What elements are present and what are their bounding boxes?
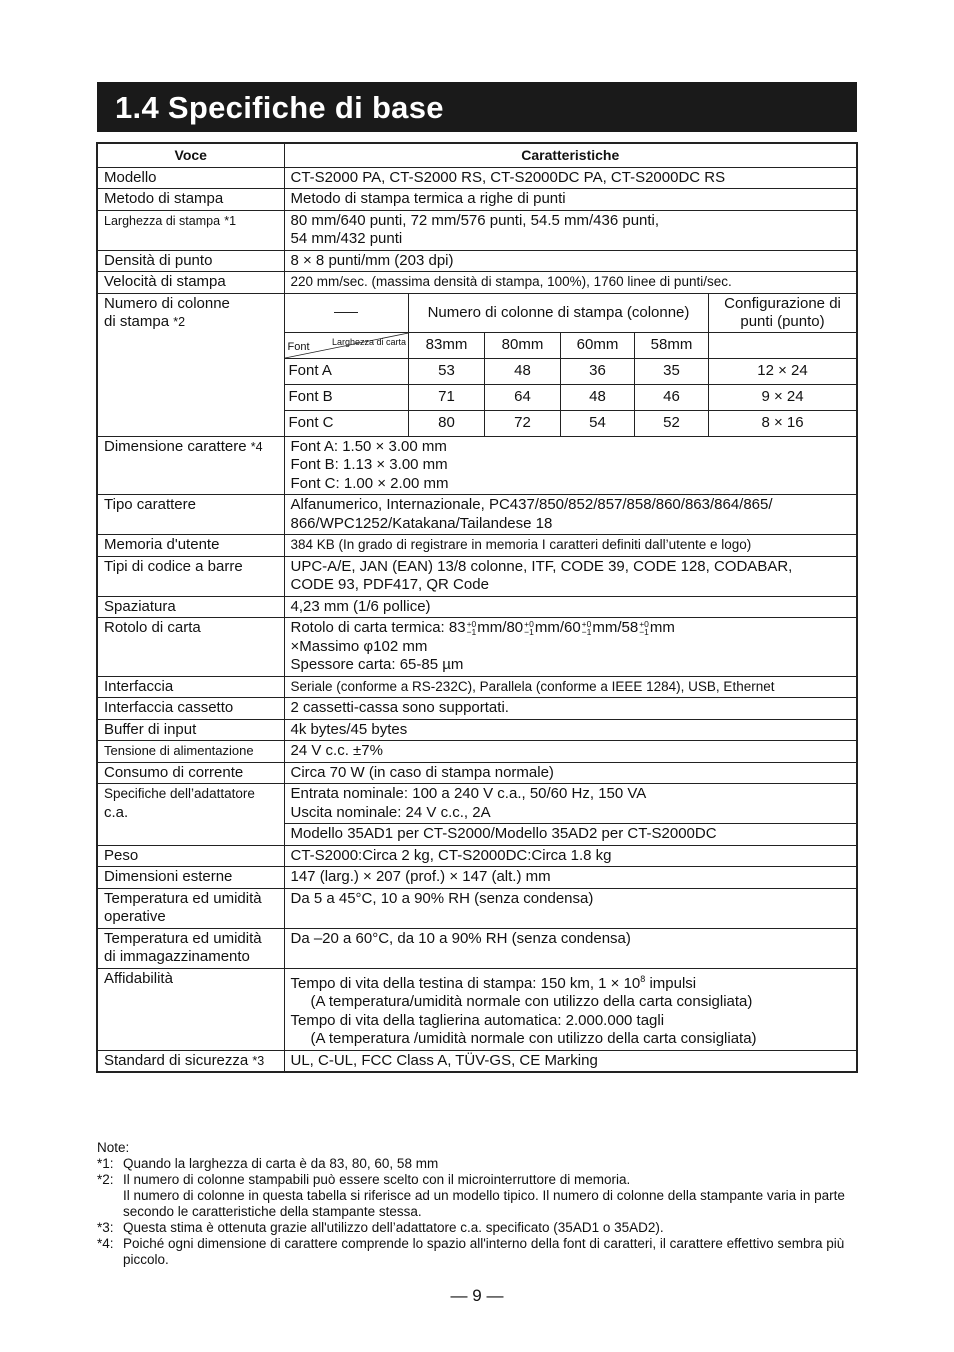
- value-line: (A temperatura /umidità normale con utilizzo della carta consigliata): [310, 1030, 757, 1047]
- row-value: [284, 968, 857, 1050]
- tol-up: +0: [639, 619, 649, 630]
- footnotes: [97, 1140, 857, 1268]
- note-key: *4:: [97, 1236, 114, 1251]
- col-value: 35: [635, 358, 709, 384]
- note-text: Quando la larghezza di carta è da 83, 80, 60, 58 mm: [123, 1156, 439, 1171]
- table-row: [97, 495, 857, 535]
- table-row: [97, 968, 857, 1050]
- row-label: [97, 1050, 284, 1072]
- footnote-ref: *3: [252, 1053, 265, 1068]
- col-value: 54: [561, 410, 635, 436]
- row-value: [284, 556, 857, 596]
- value-line: 80 mm/640 punti, 72 mm/576 punti, 54.5 mm/436 punti,: [290, 211, 660, 229]
- label-text: Specifiche dell’adattatore: [104, 786, 255, 801]
- value-line: Entrata nominale: 100 a 240 V c.a., 50/60 Hz, 150 VA: [290, 785, 647, 802]
- row-value: 4,23 mm (1/6 pollice): [284, 596, 857, 618]
- table-row: [97, 784, 857, 824]
- header-columns: Numero di colonne di stampa (colonne): [409, 294, 709, 333]
- value-line: Font A: 1.50 × 3.00 mm: [290, 437, 447, 455]
- label-text: di immagazzinamento: [104, 948, 250, 965]
- col-value: 80: [409, 410, 485, 436]
- row-value: CT-S2000 PA, CT-S2000 RS, CT-S2000DC PA, CT-S2000DC RS: [284, 167, 857, 189]
- note-item: [97, 1156, 857, 1172]
- font-name: Font A: [285, 358, 409, 384]
- row-value: Circa 70 W (in caso di stampa normale): [284, 762, 857, 784]
- row-label: [97, 784, 284, 846]
- row-label: Consumo di corrente: [97, 762, 284, 784]
- width-80: 80mm: [485, 332, 561, 358]
- table-row: [97, 698, 857, 720]
- note-text-part: Il numero di colonne stampabili può essere scelto con il microinterruttore di memoria.: [123, 1172, 631, 1187]
- value-line: Font B: 1.13 × 3.00 mm: [290, 456, 448, 473]
- table-row: [97, 1050, 857, 1072]
- table-row: [97, 845, 857, 867]
- value-line: Spessore carta: 65-85 µm: [290, 656, 464, 673]
- col-value: 72: [485, 410, 561, 436]
- row-value: 24 V c.c. ±7%: [284, 741, 857, 763]
- life-text: Tempo di vita della testina di stampa: 150 km, 1 × 10: [290, 974, 641, 992]
- table-row: [97, 250, 857, 272]
- row-label: Interfaccia cassetto: [97, 698, 284, 720]
- row-value: 4k bytes/45 bytes: [284, 719, 857, 741]
- note-item: [97, 1220, 857, 1236]
- label-text: operative: [104, 908, 166, 925]
- table-row: [97, 719, 857, 741]
- row-value: 8 × 8 punti/mm (203 dpi): [284, 250, 857, 272]
- note-text-part: Il numero di colonne in questa tabella si riferisce ad un modello tipico. Il numero di colonne della stampante varia in parte secondo le caratteristiche della stampante stessa.: [123, 1188, 845, 1219]
- header-voce: Voce: [97, 143, 284, 167]
- value-line: Alfanumerico, Internazionale, PC437/850/852/857/858/860/863/864/865/: [290, 496, 773, 513]
- note-key: *2:: [97, 1172, 114, 1187]
- roll-60: mm/60: [534, 619, 581, 636]
- row-label: Metodo di stampa: [97, 189, 284, 211]
- roll-prefix: Rotolo di carta termica: 83: [290, 619, 466, 636]
- font-row: [285, 358, 857, 384]
- value-line: [291, 970, 851, 994]
- row-value: Da –20 a 60°C, da 10 a 90% RH (senza condensa): [284, 928, 857, 968]
- empty-dash-cell: [285, 294, 409, 333]
- value-line: (A temperatura/umidità normale con utilizzo della carta consigliata): [310, 993, 753, 1010]
- note-key: *3:: [97, 1220, 114, 1235]
- footnote-ref: *2: [173, 315, 186, 329]
- row-label: Tipo carattere: [97, 495, 284, 535]
- exponent: 8: [640, 973, 646, 984]
- value-line: UPC-A/E, JAN (EAN) 13/8 colonne, ITF, CODE 39, CODE 128, CODABAR,: [290, 557, 793, 575]
- header-caratteristiche: Caratteristiche: [284, 143, 857, 167]
- footnote-ref: *1: [224, 213, 237, 228]
- tol-down: −1: [639, 627, 649, 638]
- table-row: [97, 741, 857, 763]
- value-line: [291, 619, 851, 638]
- dots-value: 12 × 24: [709, 358, 857, 384]
- row-value: Da 5 a 45°C, 10 a 90% RH (senza condensa): [284, 888, 857, 928]
- table-row-columns: [97, 293, 857, 436]
- col-value: 52: [635, 410, 709, 436]
- table-row: [97, 928, 857, 968]
- footnote-ref: *4: [250, 439, 263, 454]
- value-line: ×Massimo φ102 mm: [290, 637, 428, 655]
- width-60: 60mm: [561, 332, 635, 358]
- tol-down: −1: [524, 627, 534, 638]
- row-label: Rotolo di carta: [97, 618, 284, 677]
- page-title: 1.4 Specifiche di base: [97, 82, 857, 132]
- tolerance: [524, 620, 534, 636]
- dash-mark: [334, 312, 358, 313]
- label-text: Standard di sicurezza: [104, 1051, 249, 1069]
- roll-58: mm/58: [592, 619, 639, 636]
- tolerance: [639, 620, 649, 636]
- row-value: 220 mm/sec. (massima densità di stampa, 100%), 1760 linee di punti/sec.: [284, 272, 857, 294]
- dots-value: 8 × 16: [709, 410, 857, 436]
- font-name: Font B: [285, 384, 409, 410]
- note-text: Poiché ogni dimensione di carattere comprende lo spazio all'interno della font di caratteri, il carattere effettivo sembra più piccolo.: [123, 1236, 845, 1267]
- table-row: [97, 189, 857, 211]
- note-item: [97, 1236, 857, 1268]
- header-dots: Configurazione di punti (punto): [709, 294, 857, 333]
- row-value: CT-S2000:Circa 2 kg, CT-S2000DC:Circa 1.8 kg: [284, 845, 857, 867]
- row-value: UL, C-UL, FCC Class A, TÜV-GS, CE Marking: [284, 1050, 857, 1072]
- label-text: Dimensione carattere: [104, 437, 247, 455]
- table-row: [97, 556, 857, 596]
- dots-value: 9 × 24: [709, 384, 857, 410]
- row-label: Affidabilità: [97, 968, 284, 1050]
- tolerance: [467, 620, 477, 636]
- row-label: Tipi di codice a barre: [97, 556, 284, 596]
- table-row: [97, 535, 857, 557]
- specifications-table: [96, 142, 858, 1073]
- row-label: Densità di punto: [97, 250, 284, 272]
- table-row: [97, 210, 857, 250]
- row-value: [284, 784, 857, 824]
- row-label: Velocità di stampa: [97, 272, 284, 294]
- col-value: 71: [409, 384, 485, 410]
- value-line: 866/WPC1252/Katakana/Tailandese 18: [290, 514, 553, 532]
- row-label: [97, 888, 284, 928]
- row-value: Modello 35AD1 per CT-S2000/Modello 35AD2 per CT-S2000DC: [284, 824, 857, 846]
- row-label: Peso: [97, 845, 284, 867]
- row-label: Interfaccia: [97, 676, 284, 698]
- width-83: 83mm: [409, 332, 485, 358]
- row-label: Tensione di alimentazione: [97, 741, 284, 763]
- table-row: [97, 167, 857, 189]
- table-row: [97, 676, 857, 698]
- row-label: [97, 436, 284, 495]
- value-line: 54 mm/432 punti: [290, 230, 403, 247]
- row-label: Spaziatura: [97, 596, 284, 618]
- label-text: Numero di colonne: [104, 294, 230, 312]
- tol-down: −1: [581, 627, 592, 638]
- note-text: [123, 1172, 857, 1220]
- col-value: 53: [409, 358, 485, 384]
- page-number: — 9 —: [450, 1286, 504, 1305]
- table-row: [97, 867, 857, 889]
- row-label: [97, 210, 284, 250]
- font-row: [285, 410, 857, 436]
- row-label: Buffer di input: [97, 719, 284, 741]
- label-text: Temperatura ed umidità: [104, 889, 262, 907]
- row-value: Seriale (conforme a RS-232C), Parallela (conforme a IEEE 1284), USB, Ethernet: [284, 676, 857, 698]
- row-value: [284, 210, 857, 250]
- life-unit: impulsi: [645, 974, 697, 992]
- label-text: Larghezza di stampa: [104, 213, 221, 228]
- col-value: 48: [485, 358, 561, 384]
- font-row: [285, 384, 857, 410]
- col-value: 64: [485, 384, 561, 410]
- table-row: [97, 888, 857, 928]
- row-value: 384 KB (In grado di registrare in memoria I caratteri definiti dall’utente e logo): [284, 535, 857, 557]
- row-value: [284, 618, 857, 677]
- col-value: 48: [561, 384, 635, 410]
- diag-paper-width-label: Larghezza di carta: [331, 336, 406, 347]
- note-item: [97, 1172, 857, 1220]
- table-row: [97, 618, 857, 677]
- width-58: 58mm: [635, 332, 709, 358]
- tol-up: +0: [524, 619, 534, 630]
- value-line: CODE 93, PDF417, QR Code: [290, 576, 489, 593]
- value-line: Tempo di vita della taglierina automatica: 2.000.000 tagli: [290, 1011, 665, 1029]
- col-value: 46: [635, 384, 709, 410]
- diag-font-label: Font: [287, 341, 310, 353]
- row-label: Dimensioni esterne: [97, 867, 284, 889]
- roll-suffix: mm: [649, 619, 675, 636]
- tol-up: +0: [581, 619, 592, 630]
- diagonal-header-cell: [285, 332, 409, 358]
- row-label: Memoria d'utente: [97, 535, 284, 557]
- row-value: [284, 495, 857, 535]
- row-value: 147 (larg.) × 207 (prof.) × 147 (alt.) mm: [284, 867, 857, 889]
- col-value: 36: [561, 358, 635, 384]
- label-text: c.a.: [104, 803, 129, 821]
- tol-down: −1: [466, 627, 477, 638]
- row-value: Metodo di stampa termica a righe di punti: [284, 189, 857, 211]
- row-value: [284, 436, 857, 495]
- table-row: [97, 436, 857, 495]
- row-value: 2 cassetti-cassa sono supportati.: [284, 698, 857, 720]
- note-text: Questa stima è ottenuta grazie all'utilizzo dell’adattatore c.a. specificato (35AD1 o 35AD2).: [123, 1220, 664, 1235]
- row-label: [97, 928, 284, 968]
- tol-up: +0: [466, 619, 477, 630]
- roll-80: mm/80: [477, 619, 524, 636]
- tolerance: [582, 620, 592, 636]
- label-text: Temperatura ed umidità: [104, 929, 262, 947]
- row-label: [97, 293, 284, 436]
- row-label: Modello: [97, 167, 284, 189]
- table-row: [97, 762, 857, 784]
- table-row: [97, 596, 857, 618]
- empty-cell: [709, 332, 857, 358]
- value-line: Font C: 1.00 × 2.00 mm: [290, 474, 449, 492]
- label-text: di stampa: [104, 313, 170, 330]
- note-key: *1:: [97, 1156, 114, 1171]
- table-row: [97, 272, 857, 294]
- font-name: Font C: [285, 410, 409, 436]
- table-header-row: [97, 143, 857, 167]
- notes-title: Note:: [97, 1140, 130, 1155]
- value-line: Uscita nominale: 24 V c.c., 2A: [290, 803, 491, 821]
- columns-subtable: [285, 294, 857, 436]
- columns-subtable-cell: [284, 293, 857, 436]
